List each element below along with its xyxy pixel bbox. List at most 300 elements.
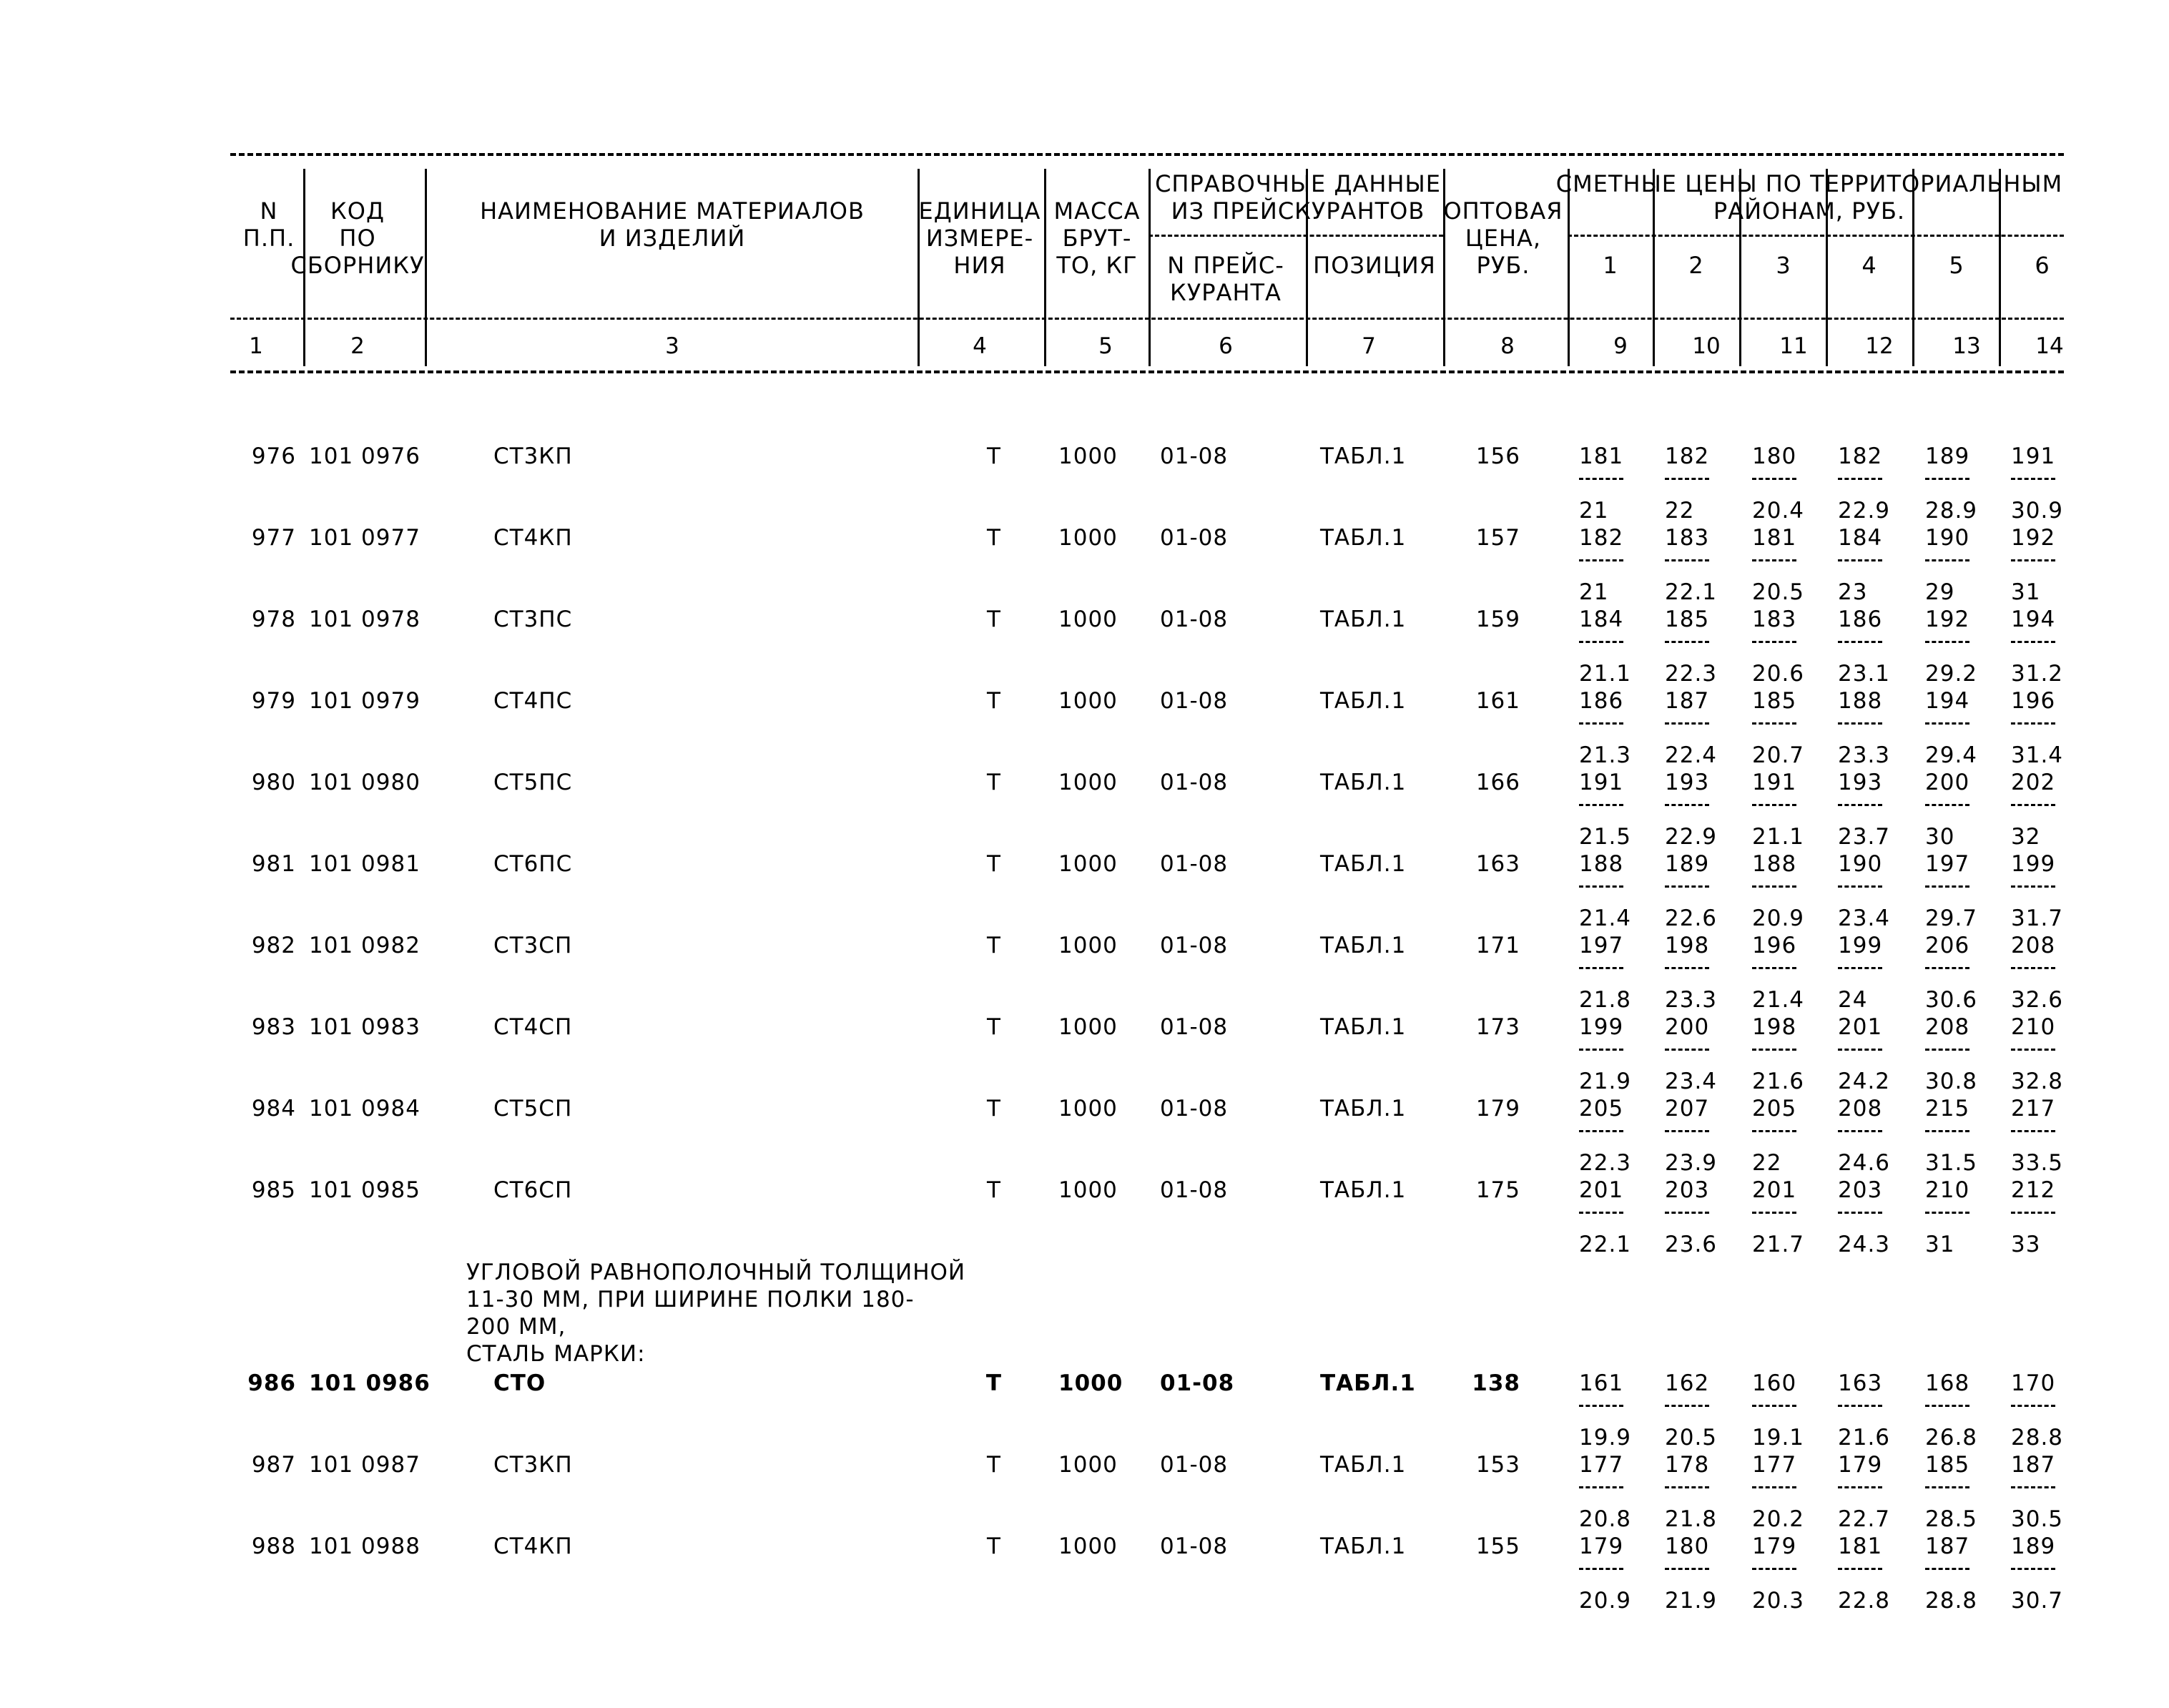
row-pricelist: 01-08 — [1160, 1096, 1229, 1122]
row-code: 101 0977 — [309, 525, 420, 551]
row-pricelist: 01-08 — [1160, 851, 1229, 877]
region-price-value: 187 — [1665, 688, 1710, 714]
row-mass: 1000 — [1058, 1096, 1118, 1122]
column-number: 4 — [973, 333, 987, 359]
region-price-value: 210 — [2011, 1014, 2056, 1040]
row-pricelist: 01-08 — [1160, 1370, 1235, 1396]
row-material-name: СТ3КП — [493, 1452, 573, 1478]
header-code — [291, 197, 425, 279]
header-mass-line: ТО, КГ — [1056, 252, 1138, 279]
row-unit: Т — [987, 851, 1001, 877]
fraction-bar — [1925, 722, 1969, 725]
row-material-name: СТ3СП — [493, 933, 573, 958]
row-material-name: СТ4КП — [493, 525, 573, 551]
region-price-value: 188 — [1579, 851, 1624, 877]
region-price-index: 30 — [1925, 824, 1955, 850]
region-price-index: 21.3 — [1579, 742, 1632, 768]
header-regional-prices-line: СМЕТНЫЕ ЦЕНЫ ПО ТЕРРИТОРИАЛЬНЫМ — [1555, 170, 2063, 197]
row-code: 101 0978 — [309, 607, 420, 632]
region-price-value: 199 — [1579, 1014, 1624, 1040]
row-material-name: СТ3ПС — [493, 607, 573, 632]
region-price-index: 29.2 — [1925, 661, 1978, 687]
header-region-5 — [1949, 252, 1964, 279]
region-price-fraction — [1925, 1533, 2008, 1641]
region-price-index: 28.9 — [1925, 498, 1978, 524]
header-column-separator — [1044, 169, 1046, 325]
fraction-bar — [1838, 641, 1882, 643]
region-price-index: 20.9 — [1579, 1588, 1632, 1614]
header-region-3-line: 3 — [1776, 252, 1791, 279]
region-price-value: 181 — [1579, 443, 1624, 469]
fraction-bar — [1665, 885, 1709, 888]
fraction-bar — [1579, 641, 1623, 643]
column-number: 7 — [1362, 333, 1376, 359]
region-price-index: 23.1 — [1838, 661, 1891, 687]
fraction-bar — [1665, 1568, 1709, 1570]
row-mass: 1000 — [1058, 1533, 1118, 1559]
fraction-bar — [1925, 1405, 1969, 1407]
header-column-separator — [303, 325, 305, 366]
column-number: 5 — [1098, 333, 1113, 359]
fraction-bar — [1752, 1486, 1796, 1488]
row-code: 101 0976 — [309, 443, 420, 469]
region-price-value: 205 — [1752, 1096, 1797, 1122]
fraction-bar — [2011, 722, 2055, 725]
header-unit-line: ЕДИНИЦА — [918, 197, 1041, 225]
row-code: 101 0987 — [309, 1452, 420, 1478]
fraction-bar — [1665, 1130, 1709, 1132]
row-unit: Т — [987, 688, 1001, 714]
region-price-index: 23.9 — [1665, 1150, 1718, 1176]
fraction-bar — [1752, 1212, 1796, 1214]
header-unit-line: НИЯ — [953, 252, 1006, 279]
region-price-value: 161 — [1579, 1370, 1624, 1396]
region-price-index: 24.3 — [1838, 1232, 1891, 1257]
region-price-value: 196 — [2011, 688, 2056, 714]
region-price-index: 23.4 — [1838, 905, 1891, 931]
fraction-bar — [2011, 885, 2055, 888]
row-position: ТАБЛ.1 — [1320, 1533, 1407, 1559]
region-price-value: 199 — [1838, 933, 1883, 958]
column-number: 1 — [249, 333, 263, 359]
row-code: 101 0981 — [309, 851, 420, 877]
region-price-value: 201 — [1579, 1177, 1624, 1203]
header-region-2-line: 2 — [1688, 252, 1704, 279]
region-price-index: 21.5 — [1579, 824, 1632, 850]
region-price-index: 21 — [1579, 498, 1609, 524]
column-number: 11 — [1779, 333, 1808, 359]
row-number: 988 — [251, 1533, 296, 1559]
region-price-value: 208 — [1925, 1014, 1970, 1040]
fraction-bar — [2011, 1130, 2055, 1132]
row-mass: 1000 — [1058, 607, 1118, 632]
header-material-name — [480, 197, 865, 252]
fraction-bar — [1579, 1130, 1623, 1132]
header-wholesale-price-line: ЦЕНА, — [1465, 225, 1542, 252]
header-region-4 — [1861, 252, 1877, 279]
region-price-index: 23.6 — [1665, 1232, 1718, 1257]
header-top-rule — [230, 153, 2064, 156]
region-price-value: 168 — [1925, 1370, 1970, 1396]
row-unit: Т — [987, 607, 1001, 632]
column-number: 13 — [1952, 333, 1981, 359]
region-price-value: 180 — [1665, 1533, 1710, 1559]
region-price-index: 31.7 — [2011, 905, 2064, 931]
fraction-bar — [1665, 722, 1709, 725]
row-number: 982 — [251, 933, 296, 958]
header-wholesale-price — [1443, 197, 1563, 279]
region-price-index: 32.8 — [2011, 1069, 2064, 1094]
row-material-name: СТ6СП — [493, 1177, 573, 1203]
region-price-value: 198 — [1665, 933, 1710, 958]
row-unit: Т — [987, 1177, 1001, 1203]
region-price-value: 196 — [1752, 933, 1797, 958]
header-pricelist-number — [1167, 252, 1284, 306]
region-price-index: 21.1 — [1752, 824, 1805, 850]
header-column-separator — [1443, 325, 1445, 366]
row-position: ТАБЛ.1 — [1320, 607, 1407, 632]
region-price-value: 183 — [1665, 525, 1710, 551]
region-price-index: 22.1 — [1665, 579, 1718, 605]
region-price-index: 22.9 — [1838, 498, 1891, 524]
region-price-fraction — [1665, 1177, 1748, 1285]
header-material-name-line: И ИЗДЕЛИЙ — [599, 225, 746, 252]
region-price-value: 192 — [2011, 525, 2056, 551]
fraction-bar — [1665, 1405, 1709, 1407]
region-price-value: 160 — [1752, 1370, 1797, 1396]
fraction-bar — [1838, 1568, 1882, 1570]
region-price-index: 23.7 — [1838, 824, 1891, 850]
region-price-value: 187 — [1925, 1533, 1970, 1559]
row-mass: 1000 — [1058, 770, 1118, 795]
region-price-value: 178 — [1665, 1452, 1710, 1478]
section-note-line: 11-30 ММ, ПРИ ШИРИНЕ ПОЛКИ 180- — [466, 1287, 915, 1312]
fraction-bar — [2011, 641, 2055, 643]
row-pricelist: 01-08 — [1160, 443, 1229, 469]
row-material-name: СТ4КП — [493, 1533, 573, 1559]
region-price-index: 23.3 — [1838, 742, 1891, 768]
fraction-bar — [1925, 1212, 1969, 1214]
region-price-index: 20.5 — [1665, 1425, 1718, 1451]
region-price-index: 22 — [1752, 1150, 1782, 1176]
fraction-bar — [2011, 1049, 2055, 1051]
region-price-index: 33 — [2011, 1232, 2041, 1257]
region-price-index: 22.3 — [1579, 1150, 1632, 1176]
row-mass: 1000 — [1058, 1177, 1118, 1203]
region-price-value: 186 — [1838, 607, 1883, 632]
region-price-index: 22.9 — [1665, 824, 1718, 850]
fraction-bar — [1838, 1049, 1882, 1051]
region-price-fraction — [1925, 1177, 2008, 1285]
header-region-5-line: 5 — [1949, 252, 1964, 279]
row-number: 977 — [251, 525, 296, 551]
header-row-number-line: N — [260, 197, 278, 225]
row-pricelist: 01-08 — [1160, 1533, 1229, 1559]
fraction-bar — [1838, 1212, 1882, 1214]
header-mass — [1053, 197, 1140, 279]
header-row-number — [243, 197, 295, 252]
region-price-value: 202 — [2011, 770, 2056, 795]
region-price-index: 21.6 — [1838, 1425, 1891, 1451]
header-region-2 — [1688, 252, 1703, 279]
fraction-bar — [1579, 885, 1623, 888]
header-pricelist-number-line: КУРАНТА — [1170, 279, 1282, 306]
region-price-index: 19.1 — [1752, 1425, 1805, 1451]
row-pricelist: 01-08 — [1160, 1452, 1229, 1478]
region-price-index: 23 — [1838, 579, 1868, 605]
row-wholesale-price: 156 — [1475, 443, 1520, 469]
fraction-bar — [1752, 478, 1796, 480]
region-price-fraction — [1665, 1533, 1748, 1641]
region-price-value: 183 — [1752, 607, 1797, 632]
header-column-separator — [1568, 325, 1570, 366]
region-price-value: 180 — [1752, 443, 1797, 469]
header-column-separator — [1999, 325, 2001, 366]
row-code: 101 0988 — [309, 1533, 420, 1559]
region-price-index: 24.6 — [1838, 1150, 1891, 1176]
row-unit: Т — [987, 1096, 1001, 1122]
region-price-index: 20.4 — [1752, 498, 1805, 524]
fraction-bar — [2011, 478, 2055, 480]
region-price-index: 24 — [1838, 987, 1868, 1013]
column-number: 2 — [350, 333, 365, 359]
row-code: 101 0984 — [309, 1096, 420, 1122]
region-price-index: 19.9 — [1579, 1425, 1632, 1451]
header-reference-data-line: СПРАВОЧНЫЕ ДАННЫЕ — [1155, 170, 1441, 197]
fraction-bar — [1925, 967, 1969, 969]
fraction-bar — [1925, 885, 1969, 888]
row-pricelist: 01-08 — [1160, 688, 1229, 714]
header-mass-line: МАССА — [1053, 197, 1141, 225]
fraction-bar — [1838, 967, 1882, 969]
column-number: 3 — [665, 333, 679, 359]
header-column-separator — [1149, 325, 1151, 366]
fraction-bar — [1579, 1212, 1623, 1214]
region-price-index: 20.2 — [1752, 1506, 1805, 1532]
region-price-fraction — [2011, 1533, 2094, 1641]
fraction-bar — [1665, 641, 1709, 643]
header-column-separator — [425, 325, 427, 366]
header-region-4-line: 4 — [1861, 252, 1877, 279]
row-position: ТАБЛ.1 — [1320, 688, 1407, 714]
row-material-name: СТ5ПС — [493, 770, 573, 795]
fraction-bar — [2011, 1405, 2055, 1407]
column-number: 14 — [2035, 333, 2064, 359]
region-price-value: 198 — [1752, 1014, 1797, 1040]
fraction-bar — [1579, 478, 1623, 480]
region-price-index: 22.1 — [1579, 1232, 1632, 1257]
row-material-name: СТ4ПС — [493, 688, 573, 714]
column-number: 12 — [1865, 333, 1894, 359]
region-price-index: 24.2 — [1838, 1069, 1891, 1094]
region-price-value: 186 — [1579, 688, 1624, 714]
region-price-value: 179 — [1752, 1533, 1797, 1559]
region-price-index: 21 — [1579, 579, 1609, 605]
region-price-index: 30.7 — [2011, 1588, 2064, 1614]
row-pricelist: 01-08 — [1160, 607, 1229, 632]
fraction-bar — [1579, 967, 1623, 969]
header-material-name-line: НАИМЕНОВАНИЕ МАТЕРИАЛОВ — [480, 197, 865, 225]
header-region-6 — [2035, 252, 2050, 279]
region-price-value: 212 — [2011, 1177, 2056, 1203]
region-price-index: 21.7 — [1752, 1232, 1805, 1257]
header-pricelist-number-line: N ПРЕЙС- — [1167, 252, 1284, 279]
region-price-index: 30.6 — [1925, 987, 1978, 1013]
header-column-separator — [1739, 325, 1741, 366]
region-price-index: 31 — [1925, 1232, 1955, 1257]
fraction-bar — [1752, 967, 1796, 969]
header-column-separator — [1826, 325, 1828, 366]
column-number: 6 — [1219, 333, 1233, 359]
row-pricelist: 01-08 — [1160, 933, 1229, 958]
row-unit: Т — [987, 525, 1001, 551]
header-regional-prices — [1556, 170, 2062, 225]
region-price-value: 185 — [1665, 607, 1710, 632]
header-region-3 — [1776, 252, 1791, 279]
row-wholesale-price: 153 — [1475, 1452, 1520, 1478]
fraction-bar — [1752, 722, 1796, 725]
fraction-bar — [2011, 1568, 2055, 1570]
region-price-value: 189 — [1665, 851, 1710, 877]
row-number: 985 — [251, 1177, 296, 1203]
row-code: 101 0980 — [309, 770, 420, 795]
region-price-value: 181 — [1838, 1533, 1883, 1559]
region-price-value: 210 — [1925, 1177, 1970, 1203]
header-code-line: КОД — [330, 197, 385, 225]
region-price-index: 22.7 — [1838, 1506, 1891, 1532]
region-price-index: 23.3 — [1665, 987, 1718, 1013]
header-wholesale-price-line: РУБ. — [1476, 252, 1530, 279]
column-number: 8 — [1500, 333, 1515, 359]
fraction-bar — [1838, 885, 1882, 888]
row-wholesale-price: 159 — [1475, 607, 1520, 632]
row-unit: Т — [987, 1452, 1001, 1478]
region-price-value: 191 — [1579, 770, 1624, 795]
row-code: 101 0986 — [309, 1370, 431, 1396]
row-mass: 1000 — [1058, 1370, 1123, 1396]
region-price-value: 191 — [2011, 443, 2056, 469]
region-price-value: 188 — [1752, 851, 1797, 877]
row-number: 979 — [251, 688, 296, 714]
region-price-value: 177 — [1752, 1452, 1797, 1478]
fraction-bar — [1752, 559, 1796, 561]
header-column-separator — [918, 325, 920, 366]
fraction-bar — [1579, 1405, 1623, 1407]
header-column-separator — [1044, 325, 1046, 366]
fraction-bar — [1838, 559, 1882, 561]
header-mass-line: БРУТ- — [1062, 225, 1132, 252]
fraction-bar — [1838, 478, 1882, 480]
header-column-separator — [1149, 169, 1151, 325]
fraction-bar — [1752, 1405, 1796, 1407]
fraction-bar — [1925, 1486, 1969, 1488]
region-price-index: 21.9 — [1579, 1069, 1632, 1094]
row-number: 983 — [251, 1014, 296, 1040]
fraction-bar — [2011, 967, 2055, 969]
row-unit: Т — [987, 1014, 1001, 1040]
region-price-value: 184 — [1838, 525, 1883, 551]
row-position: ТАБЛ.1 — [1320, 1014, 1407, 1040]
fraction-bar — [1752, 1049, 1796, 1051]
region-price-value: 203 — [1838, 1177, 1883, 1203]
fraction-bar — [1838, 1130, 1882, 1132]
fraction-bar — [1925, 559, 1969, 561]
region-price-value: 189 — [1925, 443, 1970, 469]
region-price-index: 22.4 — [1665, 742, 1718, 768]
row-position: ТАБЛ.1 — [1320, 443, 1407, 469]
region-price-value: 170 — [2011, 1370, 2056, 1396]
fraction-bar — [1665, 559, 1709, 561]
region-price-index: 21.1 — [1579, 661, 1632, 687]
fraction-bar — [1579, 1568, 1623, 1570]
fraction-bar — [1579, 1049, 1623, 1051]
region-price-index: 28.5 — [1925, 1506, 1978, 1532]
region-price-index: 22.8 — [1838, 1588, 1891, 1614]
region-price-index: 28.8 — [1925, 1588, 1978, 1614]
region-price-value: 163 — [1838, 1370, 1883, 1396]
region-price-value: 217 — [2011, 1096, 2056, 1122]
region-price-value: 182 — [1579, 525, 1624, 551]
fraction-bar — [1925, 804, 1969, 806]
header-bottom-rule — [230, 370, 2064, 373]
region-price-value: 203 — [1665, 1177, 1710, 1203]
row-number: 980 — [251, 770, 296, 795]
region-price-value: 179 — [1579, 1533, 1624, 1559]
row-unit: Т — [985, 1370, 1003, 1396]
row-code: 101 0979 — [309, 688, 420, 714]
region-price-value: 197 — [1579, 933, 1624, 958]
fraction-bar — [1665, 478, 1709, 480]
region-price-index: 32.6 — [2011, 987, 2064, 1013]
fraction-bar — [1579, 559, 1623, 561]
row-wholesale-price: 155 — [1475, 1533, 1520, 1559]
row-unit: Т — [987, 1533, 1001, 1559]
header-reference-data — [1155, 170, 1441, 225]
header-column-separator — [1653, 325, 1655, 366]
region-price-value: 184 — [1579, 607, 1624, 632]
region-price-index: 21.8 — [1665, 1506, 1718, 1532]
row-wholesale-price: 138 — [1472, 1370, 1520, 1396]
row-mass: 1000 — [1058, 443, 1118, 469]
region-price-index: 30.5 — [2011, 1506, 2064, 1532]
section-note-line: 200 ММ, — [466, 1314, 566, 1340]
section-note-line: УГЛОВОЙ РАВНОПОЛОЧНЫЙ ТОЛЩИНОЙ — [466, 1260, 966, 1285]
row-mass: 1000 — [1058, 1452, 1118, 1478]
region-price-value: 194 — [2011, 607, 2056, 632]
header-unit-line: ИЗМЕРЕ- — [925, 225, 1034, 252]
header-position-line: ПОЗИЦИЯ — [1313, 252, 1436, 279]
header-regional-prices-line: РАЙОНАМ, РУБ. — [1713, 197, 1906, 225]
region-price-value: 206 — [1925, 933, 1970, 958]
row-position: ТАБЛ.1 — [1320, 851, 1407, 877]
row-position: ТАБЛ.1 — [1320, 1370, 1416, 1396]
fraction-bar — [1838, 1405, 1882, 1407]
region-group-divider — [1568, 235, 2064, 237]
header-position — [1313, 252, 1436, 279]
fraction-bar — [1752, 804, 1796, 806]
region-price-fraction — [1579, 1533, 1662, 1641]
row-wholesale-price: 175 — [1475, 1177, 1520, 1203]
fraction-bar — [1838, 804, 1882, 806]
row-material-name: СТ5СП — [493, 1096, 573, 1122]
region-price-fraction — [1838, 1533, 1921, 1641]
row-number: 978 — [251, 607, 296, 632]
row-code: 101 0983 — [309, 1014, 420, 1040]
row-wholesale-price: 171 — [1475, 933, 1520, 958]
region-price-value: 190 — [1925, 525, 1970, 551]
row-code: 101 0982 — [309, 933, 420, 958]
fraction-bar — [1752, 1568, 1796, 1570]
